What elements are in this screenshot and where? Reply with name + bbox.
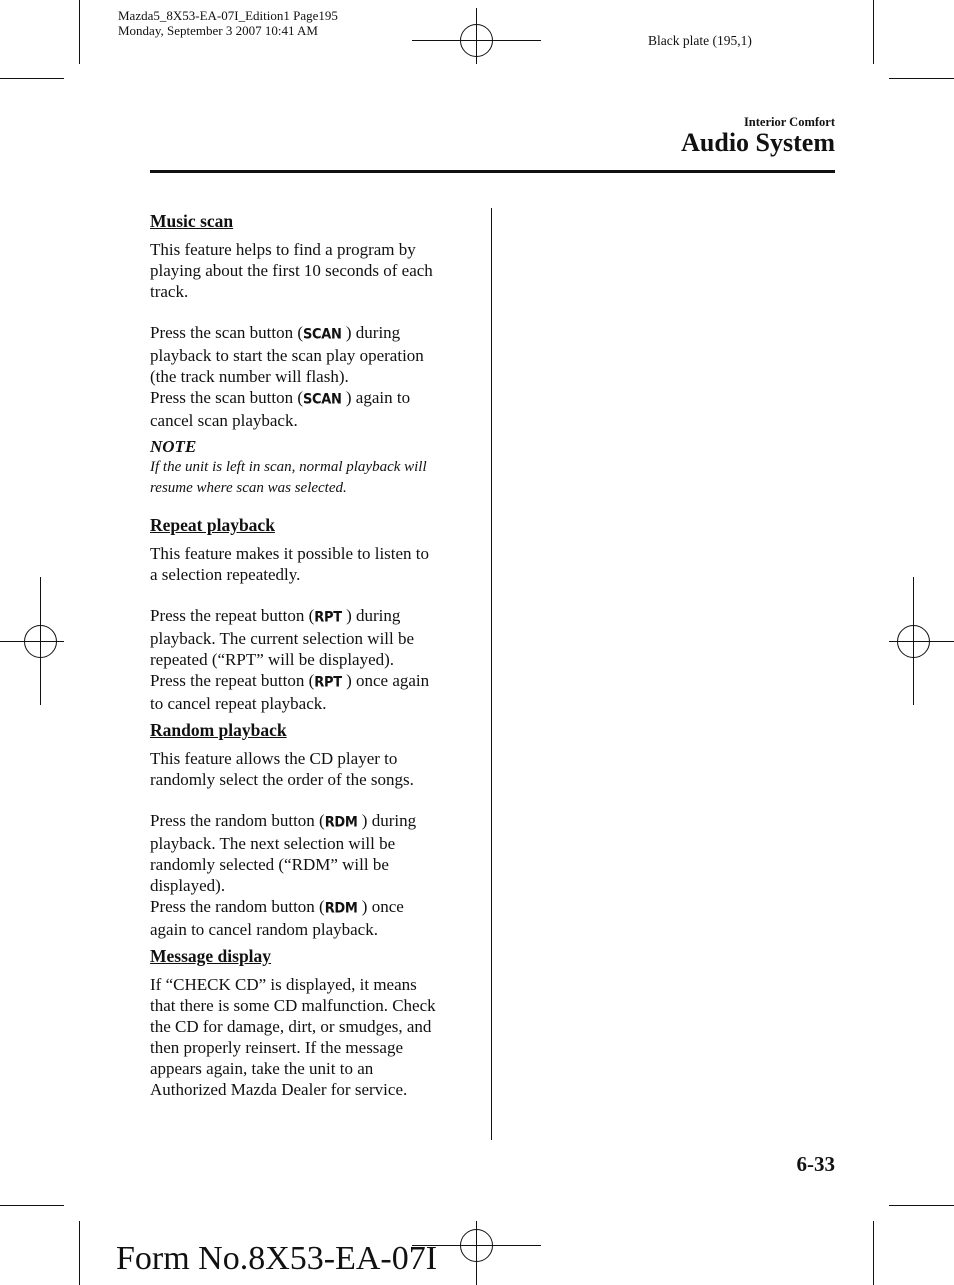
text-fragment: ) during (341, 606, 401, 625)
page-title: Audio System (681, 128, 835, 157)
page-number: 6-33 (796, 1152, 835, 1176)
music-scan-intro (150, 239, 470, 302)
music-scan-section (150, 211, 470, 232)
text-line: Authorized Mazda Dealer for service. (150, 1080, 408, 1099)
note-line: resume where scan was selected. (150, 480, 347, 496)
rpt-button-icon: RPT (314, 674, 342, 691)
rdm-button-icon: RDM (324, 900, 358, 917)
text-line: a selection repeatedly. (150, 565, 301, 584)
note-label: NOTE (150, 437, 197, 456)
form-number: Form No.8X53-EA-07I (116, 1240, 438, 1277)
header-rule (150, 170, 835, 173)
scan-button-icon: SCAN (302, 391, 342, 408)
text-fragment: ) during (357, 811, 417, 830)
text-line: appears again, take the unit to an (150, 1059, 374, 1078)
repeat-section (150, 515, 470, 536)
text-line: to cancel repeat playback. (150, 694, 327, 713)
text-line: playback. The current selection will be (150, 629, 415, 648)
note-line: If the unit is left in scan, normal playback will (150, 459, 427, 475)
text-line: playback. The next selection will be (150, 834, 396, 853)
plate-label: Black plate (195,1) (648, 33, 752, 48)
music-scan-note (150, 436, 470, 499)
scan-button-icon: SCAN (302, 326, 342, 343)
text-line: This feature makes it possible to listen to (150, 544, 430, 563)
print-metadata (118, 8, 338, 38)
text-line: cancel scan playback. (150, 411, 298, 430)
rdm-button-icon: RDM (324, 814, 358, 831)
text-fragment: Press the repeat button ( (150, 671, 315, 690)
meta-line-1: Mazda5_8X53-EA-07I_Edition1 Page195 (118, 8, 338, 23)
music-scan-instructions (150, 322, 470, 431)
text-fragment: Press the random button ( (150, 897, 325, 916)
text-fragment: Press the random button ( (150, 811, 325, 830)
text-fragment: ) once (357, 897, 404, 916)
random-heading: Random playback (150, 720, 287, 740)
text-line: (the track number will flash). (150, 367, 349, 386)
text-fragment: Press the scan button ( (150, 323, 303, 342)
text-line: playback to start the scan play operation (150, 346, 424, 365)
text-line: randomly select the order of the songs. (150, 770, 414, 789)
column-divider (491, 208, 492, 1140)
section-label: Interior Comfort (743, 115, 835, 129)
text-fragment: Press the repeat button ( (150, 606, 315, 625)
text-fragment: Press the scan button ( (150, 388, 303, 407)
repeat-intro (150, 543, 470, 585)
repeat-heading: Repeat playback (150, 515, 275, 535)
text-fragment: ) again to (341, 388, 411, 407)
rpt-button-icon: RPT (314, 609, 342, 626)
text-line: that there is some CD malfunction. Check (150, 996, 436, 1015)
meta-line-2: Monday, September 3 2007 10:41 AM (118, 23, 318, 38)
text-line: playing about the first 10 seconds of each (150, 261, 433, 280)
message-heading: Message display (150, 946, 272, 966)
random-instructions (150, 810, 470, 940)
repeat-instructions (150, 605, 470, 714)
text-fragment: ) once again (341, 671, 430, 690)
text-line: This feature helps to find a program by (150, 240, 416, 259)
text-line: randomly selected (“RDM” will be (150, 855, 389, 874)
message-section (150, 946, 470, 967)
text-line: then properly reinsert. If the message (150, 1038, 404, 1057)
text-line: If “CHECK CD” is displayed, it means (150, 975, 417, 994)
text-fragment: ) during (341, 323, 401, 342)
random-intro (150, 748, 470, 790)
text-line: track. (150, 282, 189, 301)
text-line: displayed). (150, 876, 226, 895)
random-section (150, 720, 470, 741)
music-scan-heading: Music scan (150, 211, 234, 231)
message-body (150, 974, 470, 1100)
text-line: the CD for damage, dirt, or smudges, and (150, 1017, 432, 1036)
text-line: This feature allows the CD player to (150, 749, 398, 768)
text-line: repeated (“RPT” will be displayed). (150, 650, 395, 669)
text-line: again to cancel random playback. (150, 920, 378, 939)
